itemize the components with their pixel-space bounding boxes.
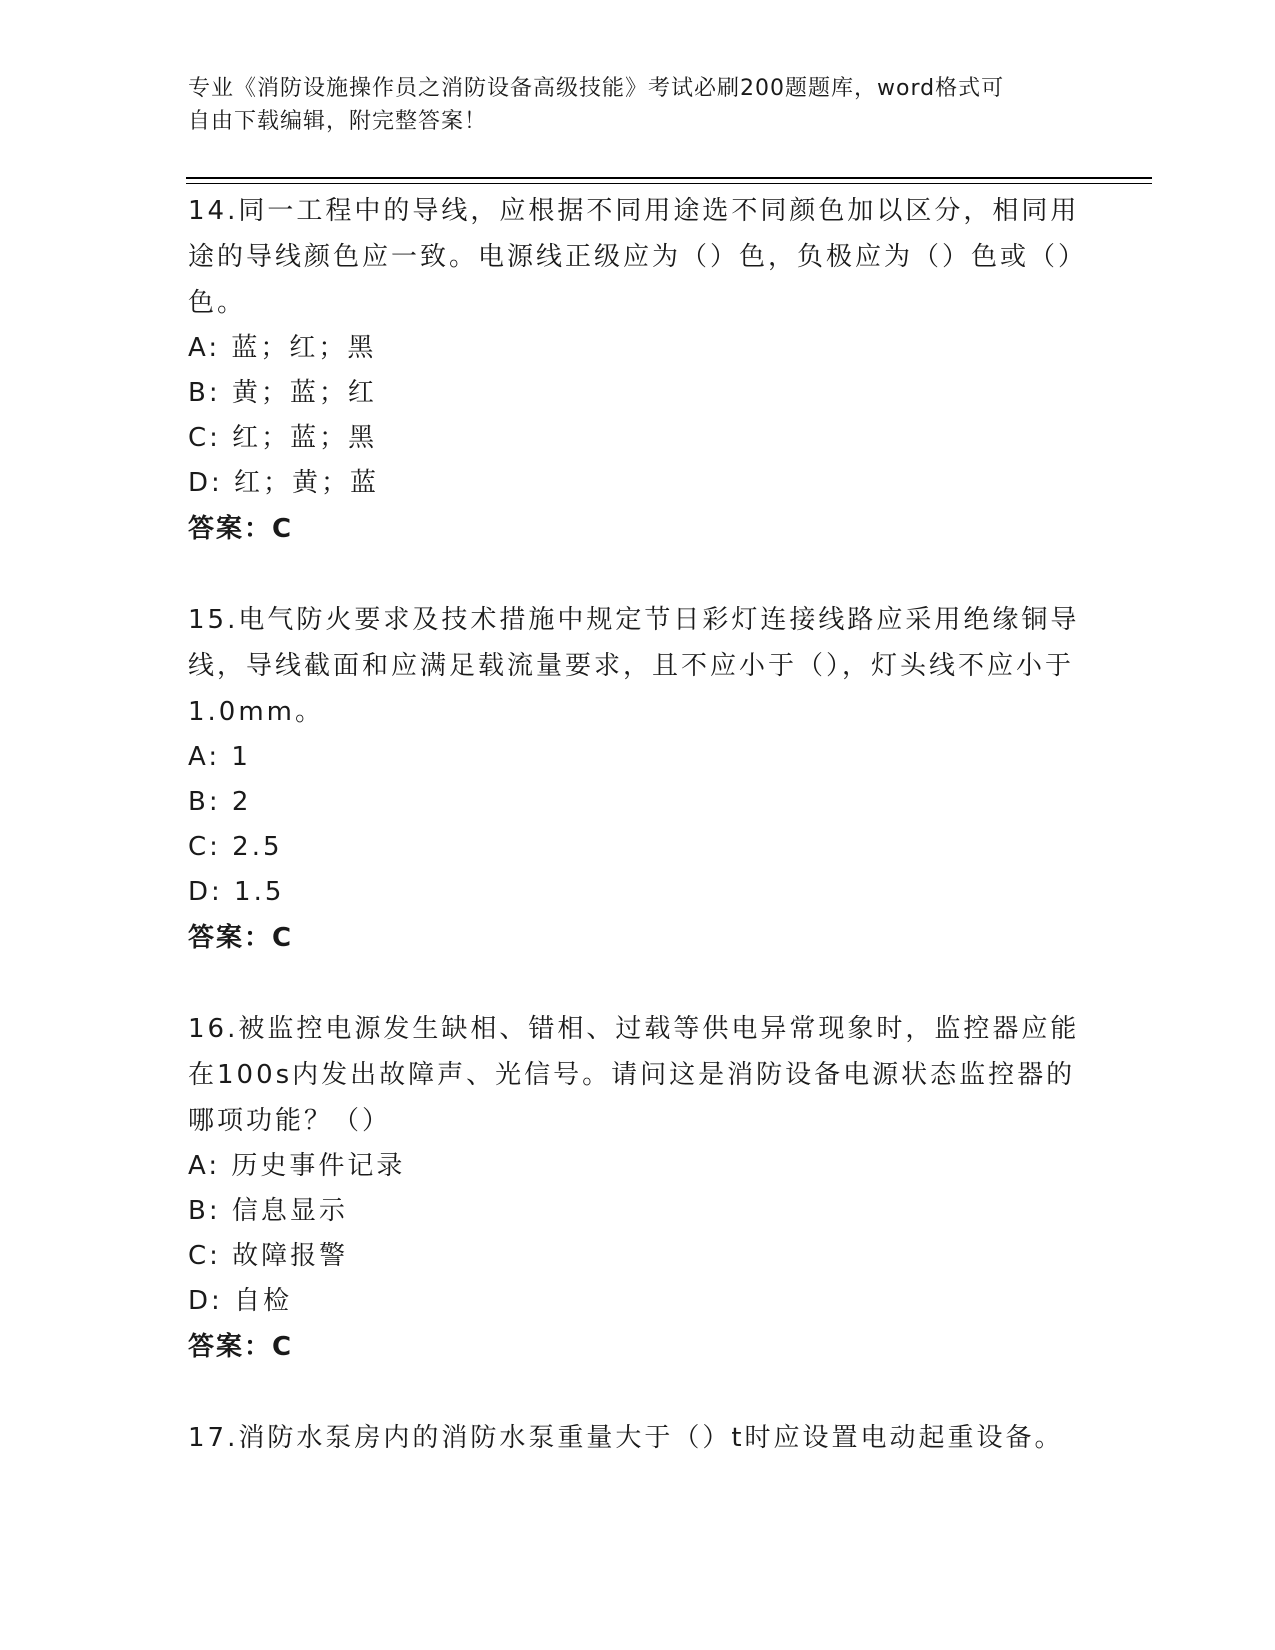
option-b: B: 信息显示	[188, 1196, 348, 1226]
option-b: B: 2	[188, 787, 252, 817]
option-d: D: 红；黄；蓝	[188, 468, 380, 498]
option-b: B: 黄；蓝；红	[188, 378, 377, 408]
header-line-1: 专业《消防设施操作员之消防设备高级技能》考试必刷200题题库，word格式可	[188, 76, 1005, 101]
answer: 答案：C	[188, 514, 294, 544]
question-15	[188, 597, 1083, 961]
question-16	[188, 1006, 1083, 1370]
question-stem: 17.消防水泵房内的消防水泵重量大于（）t时应设置电动起重设备。	[188, 1423, 1064, 1453]
question-17	[188, 1415, 1083, 1461]
question-stem: 14.同一工程中的导线，应根据不同用途选不同颜色加以区分，相同用途的导线颜色应一致。电源线正级应为（）色，负极应为（）色或（）色。	[188, 196, 1080, 318]
answer: 答案：C	[188, 1332, 294, 1362]
question-stem: 15.电气防火要求及技术措施中规定节日彩灯连接线路应采用绝缘铜导线，导线截面和应满足载流量要求，且不应小于（），灯头线不应小于1.0mm。	[188, 605, 1080, 727]
option-a: A: 历史事件记录	[188, 1151, 406, 1181]
option-c: C: 2.5	[188, 832, 283, 862]
document-header	[188, 72, 1068, 138]
option-a: A: 蓝；红；黑	[188, 333, 377, 363]
option-a: A: 1	[188, 742, 251, 772]
question-14	[188, 188, 1083, 552]
header-line-2: 自由下载编辑，附完整答案！	[188, 109, 488, 134]
option-c: C: 故障报警	[188, 1241, 349, 1271]
option-d: D: 1.5	[188, 877, 285, 907]
option-d: D: 自检	[188, 1286, 293, 1316]
question-stem: 16.被监控电源发生缺相、错相、过载等供电异常现象时，监控器应能在100s内发出故障声、光信号。请问这是消防设备电源状态监控器的哪项功能？（）	[188, 1014, 1080, 1136]
header-divider-thick	[186, 177, 1152, 179]
option-c: C: 红；蓝；黑	[188, 423, 378, 453]
answer: 答案：C	[188, 923, 294, 953]
header-divider-thin	[186, 183, 1152, 184]
